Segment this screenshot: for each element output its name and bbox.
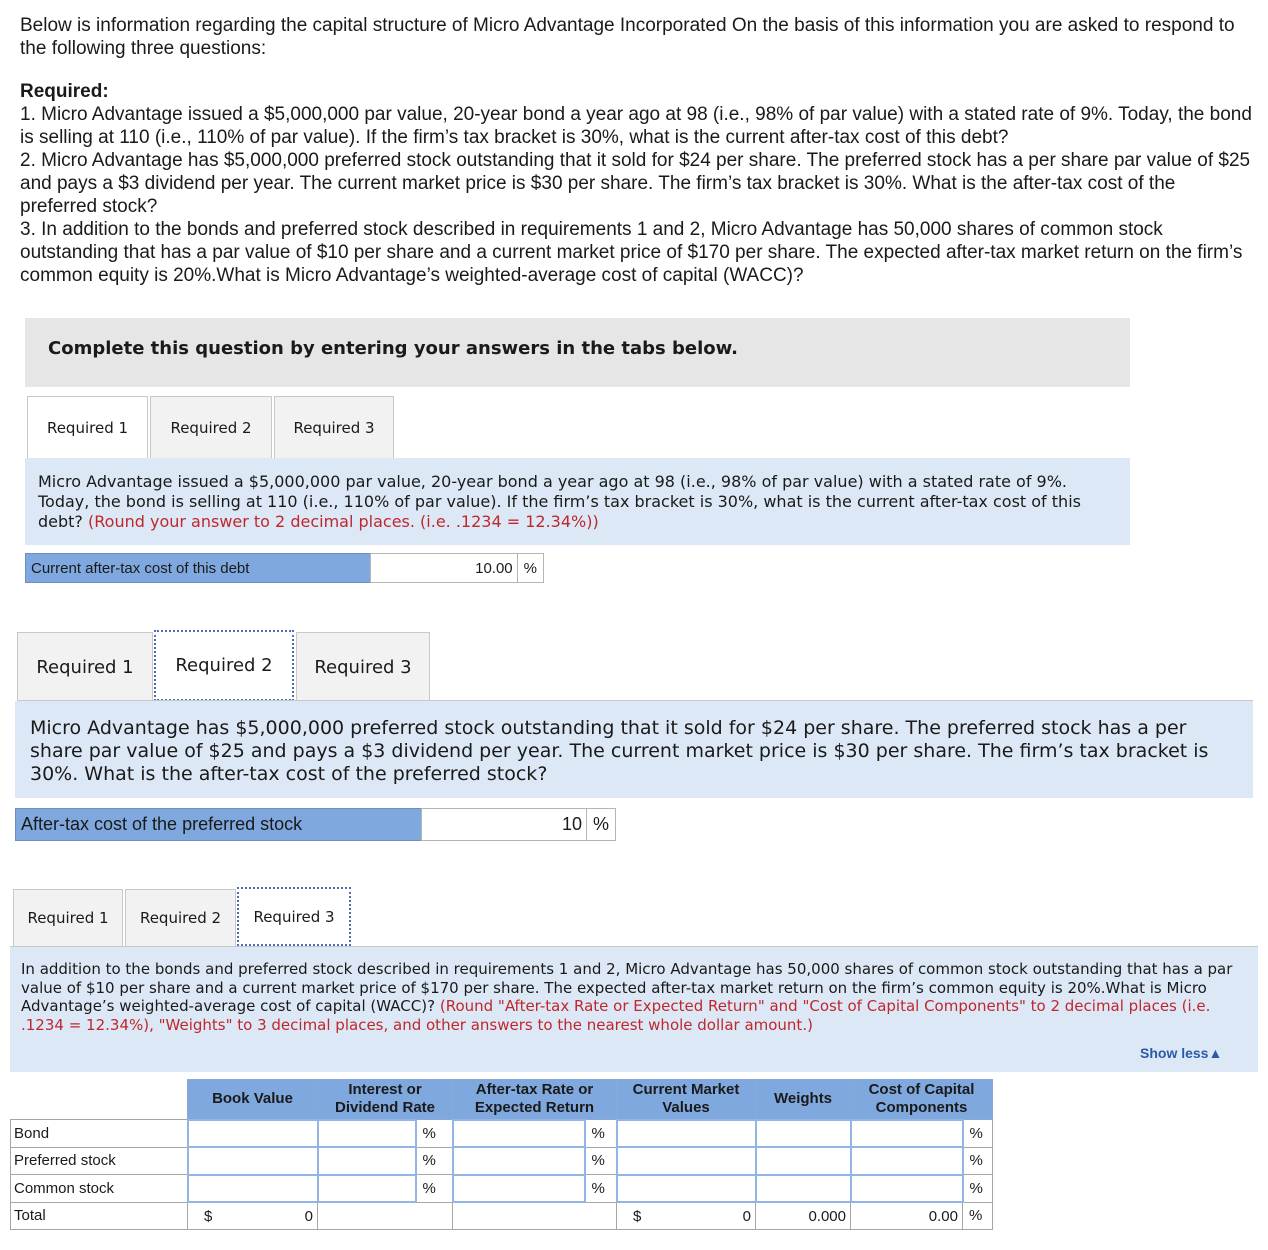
tab-required-1[interactable]: Required 1 xyxy=(27,396,148,458)
total-book-value xyxy=(188,1202,318,1230)
question-2-text: Micro Advantage has $5,000,000 preferred stock outstanding that it sold for $24 per share. The preferred stock has a per share par value of $25 and pays a $3 dividend per year. The current market price is $30 per share. The firm’s tax bracket is 30%. What is the after-tax cost of the preferred stock? xyxy=(30,717,1209,785)
percent-sign: % xyxy=(963,1120,993,1148)
common-book-value-input[interactable] xyxy=(188,1175,318,1203)
question-1-text: Micro Advantage issued a $5,000,000 par value, 20-year bond a year ago at 98 (i.e., 98% of par value) with a stated rate of 9%. Today, the bond is selling at 110 (i.e., 110% of par value). If the firm’s tax bracket is 30%, what is the current after-tax cost of this debt? xyxy=(38,472,1081,531)
total-rate-empty xyxy=(318,1202,453,1230)
row-label-preferred-stock: Preferred stock xyxy=(11,1147,188,1175)
question-panel-1 xyxy=(25,458,1130,545)
tab-required-3[interactable]: Required 3 xyxy=(274,396,394,458)
total-after-tax-empty xyxy=(453,1202,617,1230)
total-cost-of-capital: 0.00 xyxy=(851,1202,963,1230)
percent-sign: % xyxy=(585,1175,617,1203)
header-blank xyxy=(11,1080,188,1120)
intro-text: Below is information regarding the capital structure of Micro Advantage Incorporated On the basis of this information you are asked to respond to the following three questions: xyxy=(20,15,1235,59)
header-cost-of-capital-components: Cost of Capital Components xyxy=(851,1080,993,1120)
preferred-rate-input[interactable] xyxy=(318,1147,416,1175)
common-after-tax-rate-input[interactable] xyxy=(453,1175,585,1203)
percent-sign: % xyxy=(963,1147,993,1175)
currency-sign: $ xyxy=(204,1207,213,1225)
header-interest-dividend-rate: Interest or Dividend Rate xyxy=(318,1080,453,1120)
percent-sign: % xyxy=(416,1147,453,1175)
answer-2-value[interactable]: 10 xyxy=(561,814,582,834)
required-heading: Required: xyxy=(20,81,109,102)
tab-required-2[interactable]: Required 2 xyxy=(154,630,294,701)
percent-sign: % xyxy=(963,1175,993,1203)
answer-1-unit: % xyxy=(517,554,543,582)
answer-2-unit: % xyxy=(586,809,615,840)
required-item-2: 2. Micro Advantage has $5,000,000 preferred stock outstanding that it sold for $24 per share. The preferred stock has a per share par value of $25 and pays a $3 dividend per year. The current market price is $30 per share. The firm’s tax bracket is 30%. What is the after-tax cost of the preferred stock? xyxy=(20,150,1251,217)
preferred-market-value-input[interactable] xyxy=(617,1147,756,1175)
banner-text: Complete this question by entering your answers in the tabs below. xyxy=(48,338,738,359)
common-cost-component-input[interactable] xyxy=(851,1175,963,1203)
row-label-bond: Bond xyxy=(11,1120,188,1148)
total-book-value-amount: 0 xyxy=(304,1207,313,1225)
problem-intro xyxy=(20,14,1255,287)
common-market-value-input[interactable] xyxy=(617,1175,756,1203)
tab-required-3[interactable]: Required 3 xyxy=(296,632,430,701)
answer-1-value[interactable]: 10.00 xyxy=(475,559,513,577)
header-book-value: Book Value xyxy=(188,1080,318,1120)
tab-required-3[interactable]: Required 3 xyxy=(237,887,351,946)
question-3-instruction: (Round "After-tax Rate or Expected Return" and "Cost of Capital Components" to 2 decimal places (i.e. .1234 = 12.34%), "Weights" to 3 decimal places, and other answers to the nearest whole dollar amount.) xyxy=(21,997,1211,1034)
preferred-weight-input[interactable] xyxy=(756,1147,851,1175)
percent-sign: % xyxy=(416,1175,453,1203)
common-rate-input[interactable] xyxy=(318,1175,416,1203)
bond-rate-input[interactable] xyxy=(318,1120,416,1148)
question-panel-2 xyxy=(15,701,1253,798)
preferred-cost-component-input[interactable] xyxy=(851,1147,963,1175)
bond-after-tax-rate-input[interactable] xyxy=(453,1120,585,1148)
show-less-link[interactable]: Show less▲ xyxy=(1140,1045,1223,1061)
percent-sign: % xyxy=(416,1120,453,1148)
required-item-3: 3. In addition to the bonds and preferred stock described in requirements 1 and 2, Micro Advantage has 50,000 shares of common stock outstanding that has a par value of $10 per share and a current market price of $170 per share. The expected after-tax market return on the firm’s common equity is 20%.What is Micro Advantage’s weighted-average cost of capital (WACC)? xyxy=(20,219,1243,286)
answer-2-label: After-tax cost of the preferred stock xyxy=(15,808,422,841)
bond-cost-component-input[interactable] xyxy=(851,1120,963,1148)
total-market-value-amount: 0 xyxy=(742,1207,751,1225)
percent-sign: % xyxy=(963,1202,993,1230)
percent-sign: % xyxy=(585,1120,617,1148)
total-market-value xyxy=(617,1202,756,1230)
answer-2-field[interactable] xyxy=(421,808,616,841)
answer-1-field[interactable] xyxy=(370,553,544,583)
question-3-text: In addition to the bonds and preferred stock described in requirements 1 and 2, Micro Advantage has 50,000 shares of common stock outstanding that has a par value of $10 per share and a current market price of $170 per share. The expected after-tax market return on the firm’s common equity is 20%.What is Micro Advantage’s weighted-average cost of capital (WACC)? xyxy=(21,960,1233,1015)
question-panel-3 xyxy=(10,947,1258,1072)
tab-required-2[interactable]: Required 2 xyxy=(150,396,272,458)
currency-sign: $ xyxy=(633,1207,642,1225)
question-1-instruction: (Round your answer to 2 decimal places. (i.e. .1234 = 12.34%)) xyxy=(88,512,599,531)
bond-weight-input[interactable] xyxy=(756,1120,851,1148)
preferred-book-value-input[interactable] xyxy=(188,1147,318,1175)
bond-market-value-input[interactable] xyxy=(617,1120,756,1148)
header-weights: Weights xyxy=(756,1080,851,1120)
percent-sign: % xyxy=(585,1147,617,1175)
tab-required-1[interactable]: Required 1 xyxy=(17,632,153,701)
row-label-total: Total xyxy=(11,1202,188,1230)
instructions-banner xyxy=(25,318,1130,387)
header-after-tax-rate: After-tax Rate or Expected Return xyxy=(453,1080,617,1120)
tab-required-2[interactable]: Required 2 xyxy=(125,889,236,946)
common-weight-input[interactable] xyxy=(756,1175,851,1203)
header-current-market-values: Current Market Values xyxy=(617,1080,756,1120)
wacc-table xyxy=(10,1079,993,1230)
bond-book-value-input[interactable] xyxy=(188,1120,318,1148)
answer-1-label: Current after-tax cost of this debt xyxy=(25,553,371,583)
preferred-after-tax-rate-input[interactable] xyxy=(453,1147,585,1175)
row-label-common-stock: Common stock xyxy=(11,1175,188,1203)
total-weights: 0.000 xyxy=(756,1202,851,1230)
tab-required-1[interactable]: Required 1 xyxy=(13,889,123,946)
required-item-1: 1. Micro Advantage issued a $5,000,000 par value, 20-year bond a year ago at 98 (i.e., 98% of par value) with a stated rate of 9%. Today, the bond is selling at 110 (i.e., 110% of par value). If the firm’s tax bracket is 30%, what is the current after-tax cost of this debt? xyxy=(20,104,1252,148)
